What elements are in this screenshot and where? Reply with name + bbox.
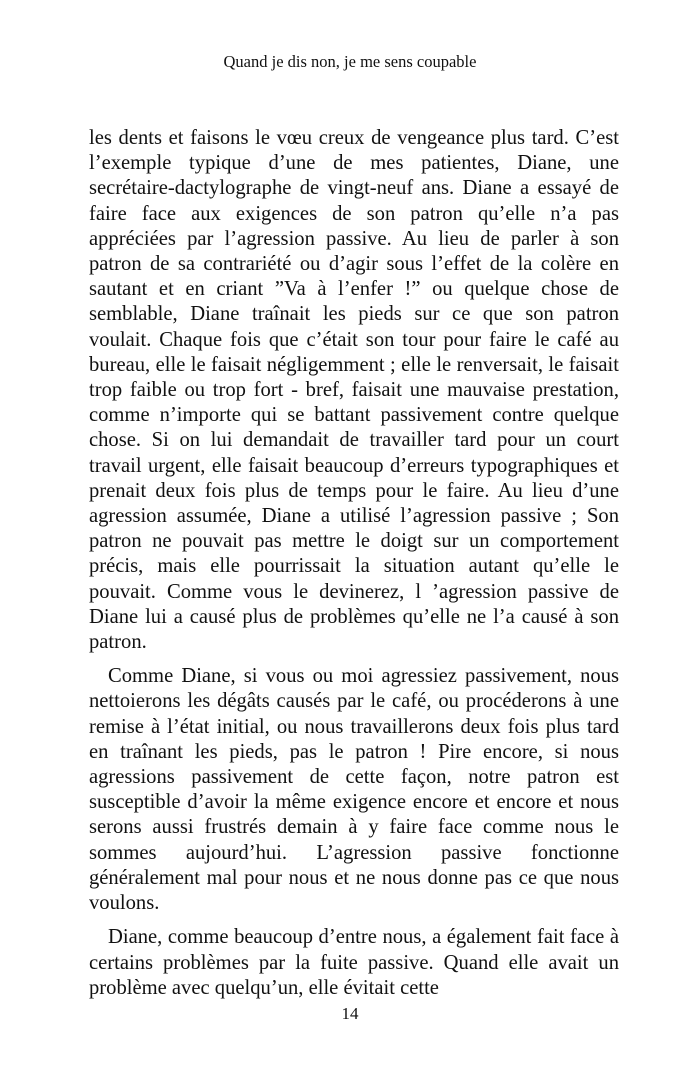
running-header: Quand je dis non, je me sens coupable <box>223 52 477 71</box>
paragraph-comme-diane: Comme Diane, si vous ou moi agressiez passivement, nous nettoierons les dégâts causés par le café, ou procéderons à une remise à l’état initial, ou nous travaillerons deux fois plus tard en traînant les pieds, pas le patron ! Pire encore, si nous agressions passivement de cette façon, notre patron est susceptible d’avoir la même exigence encore et encore et nous serons aussi frustrés demain à y faire face comme nous le sommes aujourd’hui. L’agression passive fonctionne généralement mal pour nous et ne nous donne pas ce que nous voulons. <box>89 665 619 915</box>
body-text <box>89 126 619 1010</box>
paragraph-continuation: les dents et faisons le vœu creux de vengeance plus tard. C’est l’exemple typique d’une de mes patientes, Diane, une secrétaire-dactylographe de vingt-neuf ans. Diane a essayé de faire face aux exigences de son patron qu’elle n’a pas appréciées par l’agression passive. Au lieu de parler à son patron de sa contrariété ou d’agir sous l’effet de la colère en sautant et en criant ”Va à l’enfer !” ou quelque chose de semblable, Diane traînait les pieds sur ce que son patron voulait. Chaque fois que c’était son tour pour faire le café au bureau, elle le faisait négligemment ; elle le renversait, le faisait trop faible ou trop fort - bref, faisait une mauvaise prestation, comme n’importe qui se battant passivement contre quelque chose. Si on lui demandait de travailler tard pour un court travail urgent, elle faisait beaucoup d’erreurs typographiques et prenait deux fois plus de temps pour le faire. Au lieu d’une agression assumée, Diane a utilisé l’agression passive ; Son patron ne pouvait pas mettre le doigt sur un comportement précis, mais elle pourrissait la situation autant qu’elle le pouvait. Comme vous le devinerez, l ’agression passive de Diane lui a causé plus de problèmes qu’elle ne l’a causé à son patron. <box>89 127 619 654</box>
page-number: 14 <box>341 1004 359 1023</box>
paragraph-fuite-passive: Diane, comme beaucoup d’entre nous, a également fait face à certains problèmes par la fuite passive. Quand elle avait un problème avec quelqu’un, elle évitait cette <box>89 926 619 999</box>
